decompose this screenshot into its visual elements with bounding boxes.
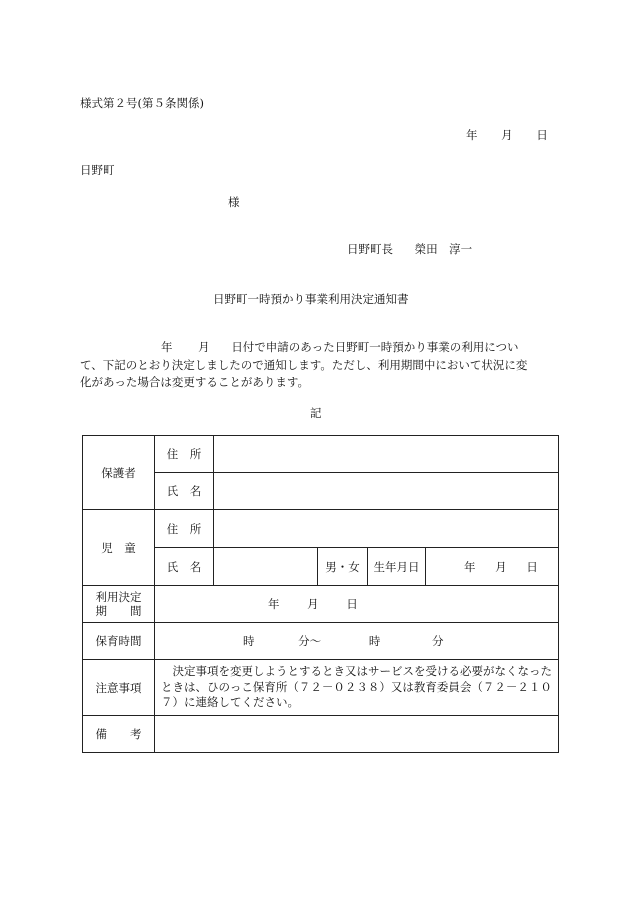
guardian-name-label: 氏 名 [155,473,214,510]
child-label: 児 童 [83,510,155,586]
header-date-day: 日 [536,128,548,142]
header-date-year: 年 [466,128,478,142]
child-address-label: 住 所 [155,510,214,548]
child-sex-selector[interactable]: 男・女 [318,548,368,586]
child-birth-year: 年 [464,559,476,574]
guardian-address-label: 住 所 [155,436,214,473]
sender [347,241,472,257]
hours-row [83,623,559,660]
remarks-row [83,716,559,753]
child-address-row [83,510,559,548]
period-field[interactable] [155,586,559,623]
guardian-name-row [83,473,559,510]
period-label [83,586,155,623]
period-year: 年 [268,597,280,611]
period-day: 日 [346,597,358,611]
recipient-town: 日野町 [80,163,115,177]
body-year: 年 [161,340,173,354]
child-birth-day: 日 [526,559,538,574]
document-title: 日野町一時預かり事業利用決定通知書 [213,292,409,306]
recipient-honorific: 様 [228,195,240,209]
guardian-label: 保護者 [83,436,155,510]
notice-text: 決定事項を変更しようとするとき又はサービスを受ける必要がなくなったときは、ひのっこ保育所（７２－０２３８）又は教育委員会（７２－２１０７）に連絡してください。 [155,660,559,716]
body-line-1 [161,339,518,355]
period-month: 月 [307,597,319,611]
header-date [466,127,548,143]
notice-row [83,660,559,716]
period-row [83,586,559,623]
child-birth-field[interactable] [426,548,559,586]
child-name-row [83,548,559,586]
sender-name: 榮田 淳一 [414,242,473,256]
body-line-2: て、下記のとおり決定しましたので通知します。ただし、利用期間中において状況に変 [80,358,528,372]
hours-start-hour: 時 [243,634,255,648]
hours-end-minute: 分 [431,634,444,648]
hours-start-minute: 分〜 [298,634,322,648]
ki-heading: 記 [310,406,322,420]
guardian-address-field[interactable] [214,436,559,473]
child-name-field[interactable] [214,548,318,586]
hours-field[interactable] [155,623,559,660]
header-date-month: 月 [501,128,513,142]
child-birth-month: 月 [495,559,507,574]
notice-label: 注意事項 [83,660,155,716]
period-label-line-2: 期 間 [95,604,142,618]
child-birth-label: 生年月日 [368,548,426,586]
body-month: 月 [198,340,210,354]
body-line-3: 化があった場合は変更することがあります。 [80,375,309,389]
child-name-label: 氏 名 [155,548,214,586]
form-number: 様式第２号(第５条関係) [80,96,204,110]
hours-end-hour: 時 [368,634,381,648]
period-label-line-1: 利用決定 [95,590,142,604]
remarks-label: 備 考 [83,716,155,753]
hours-label: 保育時間 [83,623,155,660]
guardian-address-row [83,436,559,473]
remarks-field[interactable] [155,716,559,753]
child-address-field[interactable] [214,510,559,548]
sender-title: 日野町長 [347,242,393,256]
body-line1-tail: 日付で申請のあった日野町一時預かり事業の利用につい [231,340,519,354]
guardian-name-field[interactable] [214,473,559,510]
decision-table [82,435,559,753]
